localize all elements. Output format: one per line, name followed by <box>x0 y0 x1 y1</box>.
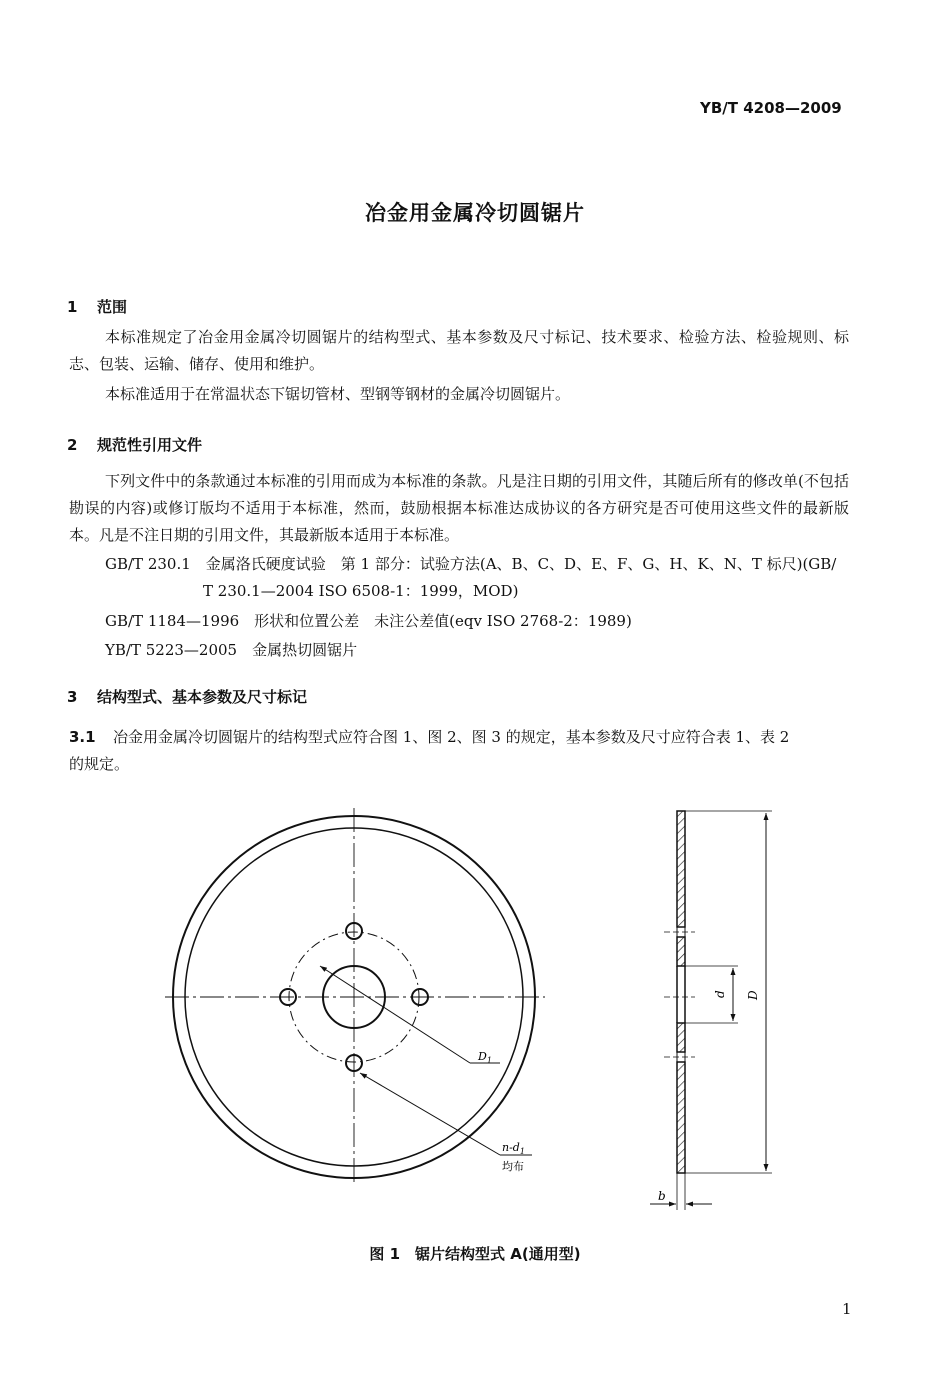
D1-label: $D_1$ <box>478 1050 492 1065</box>
section-2-paragraph: 下列文件中的条款通过本标准的引用而成为本标准的条款。凡是注日期的引用文件，其随后所有的修改单(不包括勘误的内容)或修订版均不适用于本标准，然而，鼓励根据本标准达成协议的各方研究是否可使用这些文件的最新版本。凡是不注日期的引用文件，其最新版本适用于本标准。 <box>69 472 849 544</box>
side-section-lower <box>677 1062 685 1173</box>
blade-front-view <box>165 808 545 1186</box>
side-section-upper <box>677 811 685 927</box>
document-title: 冶金用金属冷切圆锯片 <box>365 201 585 225</box>
clause-3-1-line-2: 的规定。 <box>69 755 130 773</box>
clause-3-1-text: 冶金用金属冷切圆锯片的结构型式应符合图 1、图 2、图 3 的规定，基本参数及尺寸应符合表 1、表 2 <box>113 728 790 746</box>
section-3-number: 3 <box>67 688 78 706</box>
section-1-number: 1 <box>67 298 78 316</box>
blade-side-view <box>650 811 772 1210</box>
reference-3: YB/T 5223—2005 金属热切圆锯片 <box>105 641 358 659</box>
uniform-label: 均布 <box>502 1160 524 1173</box>
section-2-number: 2 <box>67 436 78 454</box>
D1-leader <box>320 966 470 1063</box>
b-label: b <box>658 1189 666 1203</box>
section-1-paragraph-1: 本标准规定了冶金用金属冷切圆锯片的结构型式、基本参数及尺寸标记、技术要求、检验方法、检验规则、标志、包装、运输、储存、使用和维护。 <box>69 328 849 373</box>
reference-1-line-2: T 230.1—2004 ISO 6508-1：1999，MOD) <box>203 582 519 600</box>
section-1-paragraph-2: 本标准适用于在常温状态下锯切管材、型钢等钢材的金属冷切圆锯片。 <box>105 385 571 403</box>
section-3-title: 结构型式、基本参数及尺寸标记 <box>97 688 308 706</box>
reference-1-line-1: GB/T 230.1 金属洛氏硬度试验 第 1 部分：试验方法(A、B、C、D、E、F、G、H、K、N、T 标尺)(GB/ <box>105 555 837 573</box>
clause-3-1-number: 3.1 <box>69 728 96 746</box>
side-section-mid-upper <box>677 937 685 966</box>
d-label: d <box>713 990 727 998</box>
page-number: 1 <box>842 1300 852 1318</box>
standard-number: YB/T 4208—2009 <box>700 99 842 117</box>
D-label: D <box>746 990 760 1000</box>
section-1-title: 范围 <box>97 298 128 316</box>
figure-1-caption: 图 1 锯片结构型式 A(通用型) <box>369 1245 581 1263</box>
n-d1-leader <box>360 1073 500 1155</box>
side-section-mid-lower <box>677 1023 685 1052</box>
n-d1-label: $n-d_1$ <box>502 1141 525 1156</box>
reference-2: GB/T 1184—1996 形状和位置公差 未注公差值(eqv ISO 2768-2：1989) <box>105 612 632 630</box>
section-2-title: 规范性引用文件 <box>97 436 203 454</box>
